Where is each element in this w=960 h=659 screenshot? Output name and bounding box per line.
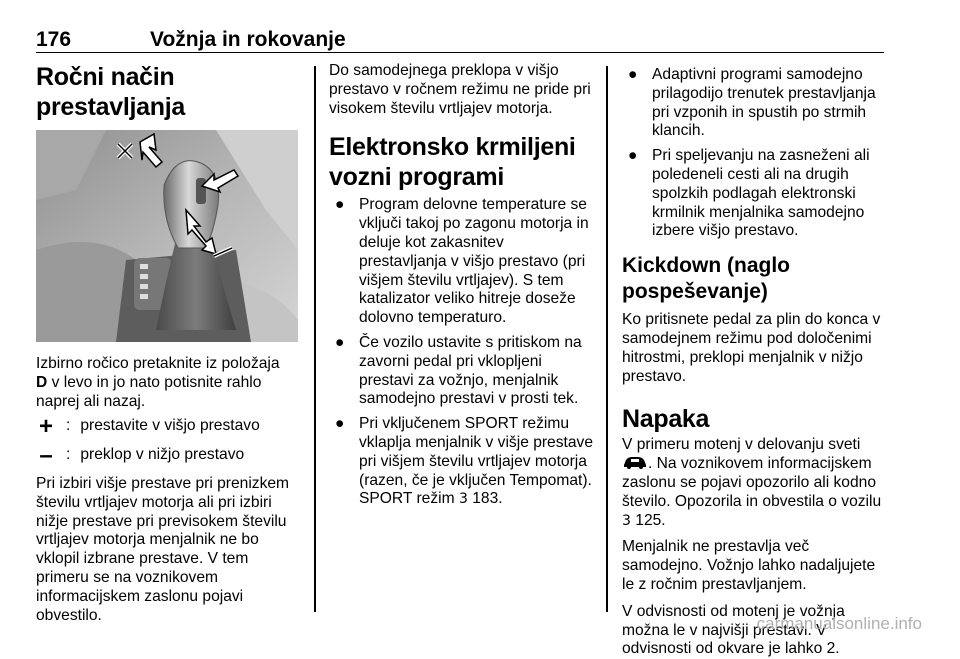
fault-paragraph: V primeru motenj v delovanju sveti . Na voznikovem informacijskem zaslonu se pojavi opozorilo ali kodno število. Opozorila in obvestila o vozilu 3 125.: [622, 436, 882, 529]
list-item: ● Program delovne temperature se vključi takoj po zagonu motorja in deluje kot zakasnitev prestavljanja v višjo prestavo (pri višjem številu vrtljajev). S tem katalizator veliko hitreje doseže dolovno temperaturo.: [335, 196, 589, 327]
body-paragraph: Pri izbiri višje prestave pri prenizkem številu vrtljajev motorja ali pri izbiri nižje prestave pri previsokem številu vrtljajev motorja menjalnik ne bo vklopil izbrane prestave. V tem primeru se na voznikovem informacijskem zaslonu pojavi obvestilo.: [36, 474, 290, 624]
column-divider: [606, 66, 608, 612]
reference-arrow-icon: 3: [622, 512, 631, 529]
car-fault-icon: [622, 455, 648, 469]
section-heading-driving-programs: Elektronsko krmiljeni vozni programi: [329, 133, 576, 192]
list-item: ● Pri speljevanju na zasneženi ali poledeneli cesti ali na drugih spolzkih podlagah elektronski krmilnik menjalnika samodejno izbere višjo prestavo.: [628, 147, 870, 240]
page-reference-link[interactable]: 3 183.: [458, 490, 503, 508]
bullet-icon: ●: [335, 333, 345, 351]
chapter-title: Vožnja in rokovanje: [150, 28, 346, 51]
reference-arrow-icon: 3: [458, 491, 468, 508]
bullet-icon: ●: [335, 196, 345, 214]
page-reference-link[interactable]: 3 125.: [622, 511, 666, 529]
plus-icon: +: [38, 412, 53, 440]
section-heading-kickdown: Kickdown (naglo pospeševanje): [622, 254, 790, 304]
column-divider: [314, 66, 316, 612]
list-item: ● Če vozilo ustavite s pritiskom na zavorni pedal pri vklopljeni prestavi za vožnjo, menjalnik samodejno prestavi v prosti tek.: [335, 333, 582, 408]
right-column: [622, 62, 888, 659]
plus-row: + : prestavite v višjo prestavo: [36, 417, 300, 436]
bullet-list: [622, 66, 888, 241]
page-number: 176: [36, 28, 72, 51]
fault-paragraph-3: V odvisnosti od motenj je vožnja možna le v najvišji prestavi. V odvisnosti od okvare je lahko 2.: [622, 602, 845, 658]
bullet-icon: ●: [628, 147, 638, 165]
minus-icon: –: [39, 441, 53, 469]
plus-description: prestavite v višjo prestavo: [80, 417, 260, 435]
list-item: ● Adaptivni programi samodejno prilagodijo trenutek prestavljanja pri vzponih in spustih po strmih klancih.: [628, 66, 876, 140]
watermark: carmanualsonline.info: [756, 614, 922, 633]
bullet-list: [329, 196, 593, 509]
fault-paragraph-2: Menjalnik ne prestavlja več samodejno. Vožnjo lahko nadaljujete le z ročnim prestavljanjem.: [622, 538, 876, 593]
kickdown-paragraph: Ko pritisnete pedal za plin do konca v samodejnem režimu pod določenimi hitrostmi, preklopi menjalnik v nižjo prestavo.: [622, 311, 881, 385]
bullet-icon: ●: [335, 415, 345, 433]
intro-paragraph: Do samodejnega preklopa v višjo prestavo v ročnem režimu ne pride pri visokem številu vrtljajev motorja.: [329, 62, 591, 117]
list-item: ● Pri vključenem SPORT režimu vklaplja menjalnik v višje prestave pri višjem številu vrtljajev motorja (razen, če je vključen Tempomat). SPORT režim 3 183.: [335, 415, 594, 508]
minus-row: – : preklop v nižjo prestavo: [36, 446, 300, 465]
bullet-icon: ●: [628, 66, 638, 83]
left-column: [36, 62, 300, 625]
section-heading-fault: Napaka: [622, 405, 710, 434]
gear-shift-lever-illustration: [36, 130, 298, 342]
minus-description: preklop v nižjo prestavo: [80, 446, 245, 464]
middle-column: [329, 62, 593, 515]
section-heading-manual-mode: Ročni način prestavljanja: [36, 63, 185, 121]
intro-paragraph: Izbirno ročico pretaknite iz položaja D v levo in jo nato potisnite rahlo naprej ali nazaj.: [36, 355, 280, 410]
page-header: [36, 28, 884, 53]
